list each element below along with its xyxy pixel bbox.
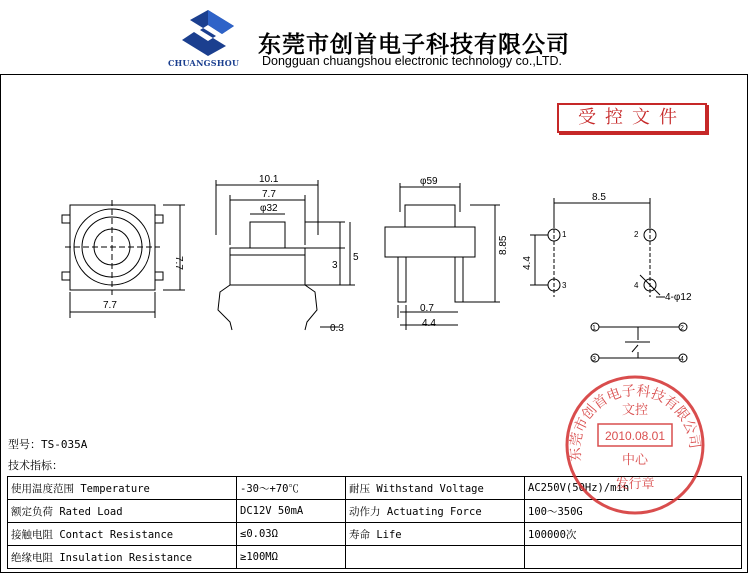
top-height-dim: 7.7 xyxy=(173,256,184,270)
front-h2-dim: 5 xyxy=(353,252,359,263)
table-row xyxy=(8,523,742,546)
stamp-center-bottom: 中心 xyxy=(621,453,649,468)
stamp-date: 2010.08.01 xyxy=(604,429,666,443)
front-overall-dim: 10.1 xyxy=(259,174,279,185)
top-width-dim: 7.7 xyxy=(103,300,117,311)
footprint-y-dim: 4.4 xyxy=(522,256,533,270)
spec-title: 技术指标： xyxy=(8,459,63,472)
company-stamp xyxy=(560,370,710,520)
pin4-label: 4 xyxy=(634,281,639,290)
spec-cell: 100000次 xyxy=(525,523,742,546)
spec-cell: 使用温度范围 Temperature xyxy=(8,477,237,500)
spec-cell: 绝缘电阻 Insulation Resistance xyxy=(8,546,237,569)
spec-cell: AC250V(50Hz)/min xyxy=(525,477,742,500)
spec-cell: ≥100MΩ xyxy=(237,546,346,569)
controlled-document-box: 受控文件 xyxy=(557,103,707,133)
sch-pin1: 1 xyxy=(592,325,596,332)
pin2-label: 2 xyxy=(634,230,639,239)
company-logo xyxy=(178,8,238,58)
front-lead-dim: 0.3 xyxy=(330,323,344,334)
front-actuator-dim: φ32 xyxy=(260,203,278,214)
side-height-dim: 8.85 xyxy=(498,235,509,255)
table-row xyxy=(8,546,742,569)
spec-cell xyxy=(525,546,742,569)
sch-pin3: 3 xyxy=(592,356,596,363)
pin3-label: 3 xyxy=(562,281,567,290)
model-label: 型号：TS-035A xyxy=(8,438,88,451)
spec-cell: 耐压 Withstand Voltage xyxy=(346,477,525,500)
footprint-x-dim: 8.5 xyxy=(592,192,606,203)
footprint-view xyxy=(530,198,665,297)
top-view xyxy=(62,200,185,318)
front-h1-dim: 3 xyxy=(332,260,338,271)
spec-cell: 额定负荷 Rated Load xyxy=(8,500,237,523)
pin1-label: 1 xyxy=(562,230,567,239)
stamp-footer: 发行章 xyxy=(615,477,655,492)
footprint-holes-dim: 4-φ12 xyxy=(665,292,692,303)
company-name-en: Dongguan chuangshou electronic technology co.,LTD. xyxy=(262,54,562,68)
stamp-ring-text: 东莞市创首电子科技有限公司 xyxy=(567,382,703,462)
spec-cell xyxy=(346,546,525,569)
front-body-dim: 7.7 xyxy=(262,189,276,200)
spec-cell: 100～350G xyxy=(525,500,742,523)
sch-pin4: 4 xyxy=(680,356,684,363)
company-name-cn: 东莞市创首电子科技有限公司 xyxy=(258,32,570,58)
logo-text: CHUANGSHOU xyxy=(168,58,240,68)
side-pitch-dim: 4.4 xyxy=(422,318,436,329)
spec-cell: -30～+70℃ xyxy=(237,477,346,500)
spec-cell: 动作力 Actuating Force xyxy=(346,500,525,523)
spec-cell: 寿命 Life xyxy=(346,523,525,546)
spec-cell: ≤0.03Ω xyxy=(237,523,346,546)
stamp-center-top: 文控 xyxy=(621,403,649,418)
side-actuator-dim: φ59 xyxy=(420,176,438,187)
side-pin-dim: 0.7 xyxy=(420,303,434,314)
spec-cell: DC12V 50mA xyxy=(237,500,346,523)
spec-cell: 接触电阻 Contact Resistance xyxy=(8,523,237,546)
front-view xyxy=(216,180,355,330)
side-view xyxy=(385,183,500,330)
switch-schematic xyxy=(591,323,687,362)
technical-drawing xyxy=(0,160,750,380)
sch-pin2: 2 xyxy=(680,325,684,332)
